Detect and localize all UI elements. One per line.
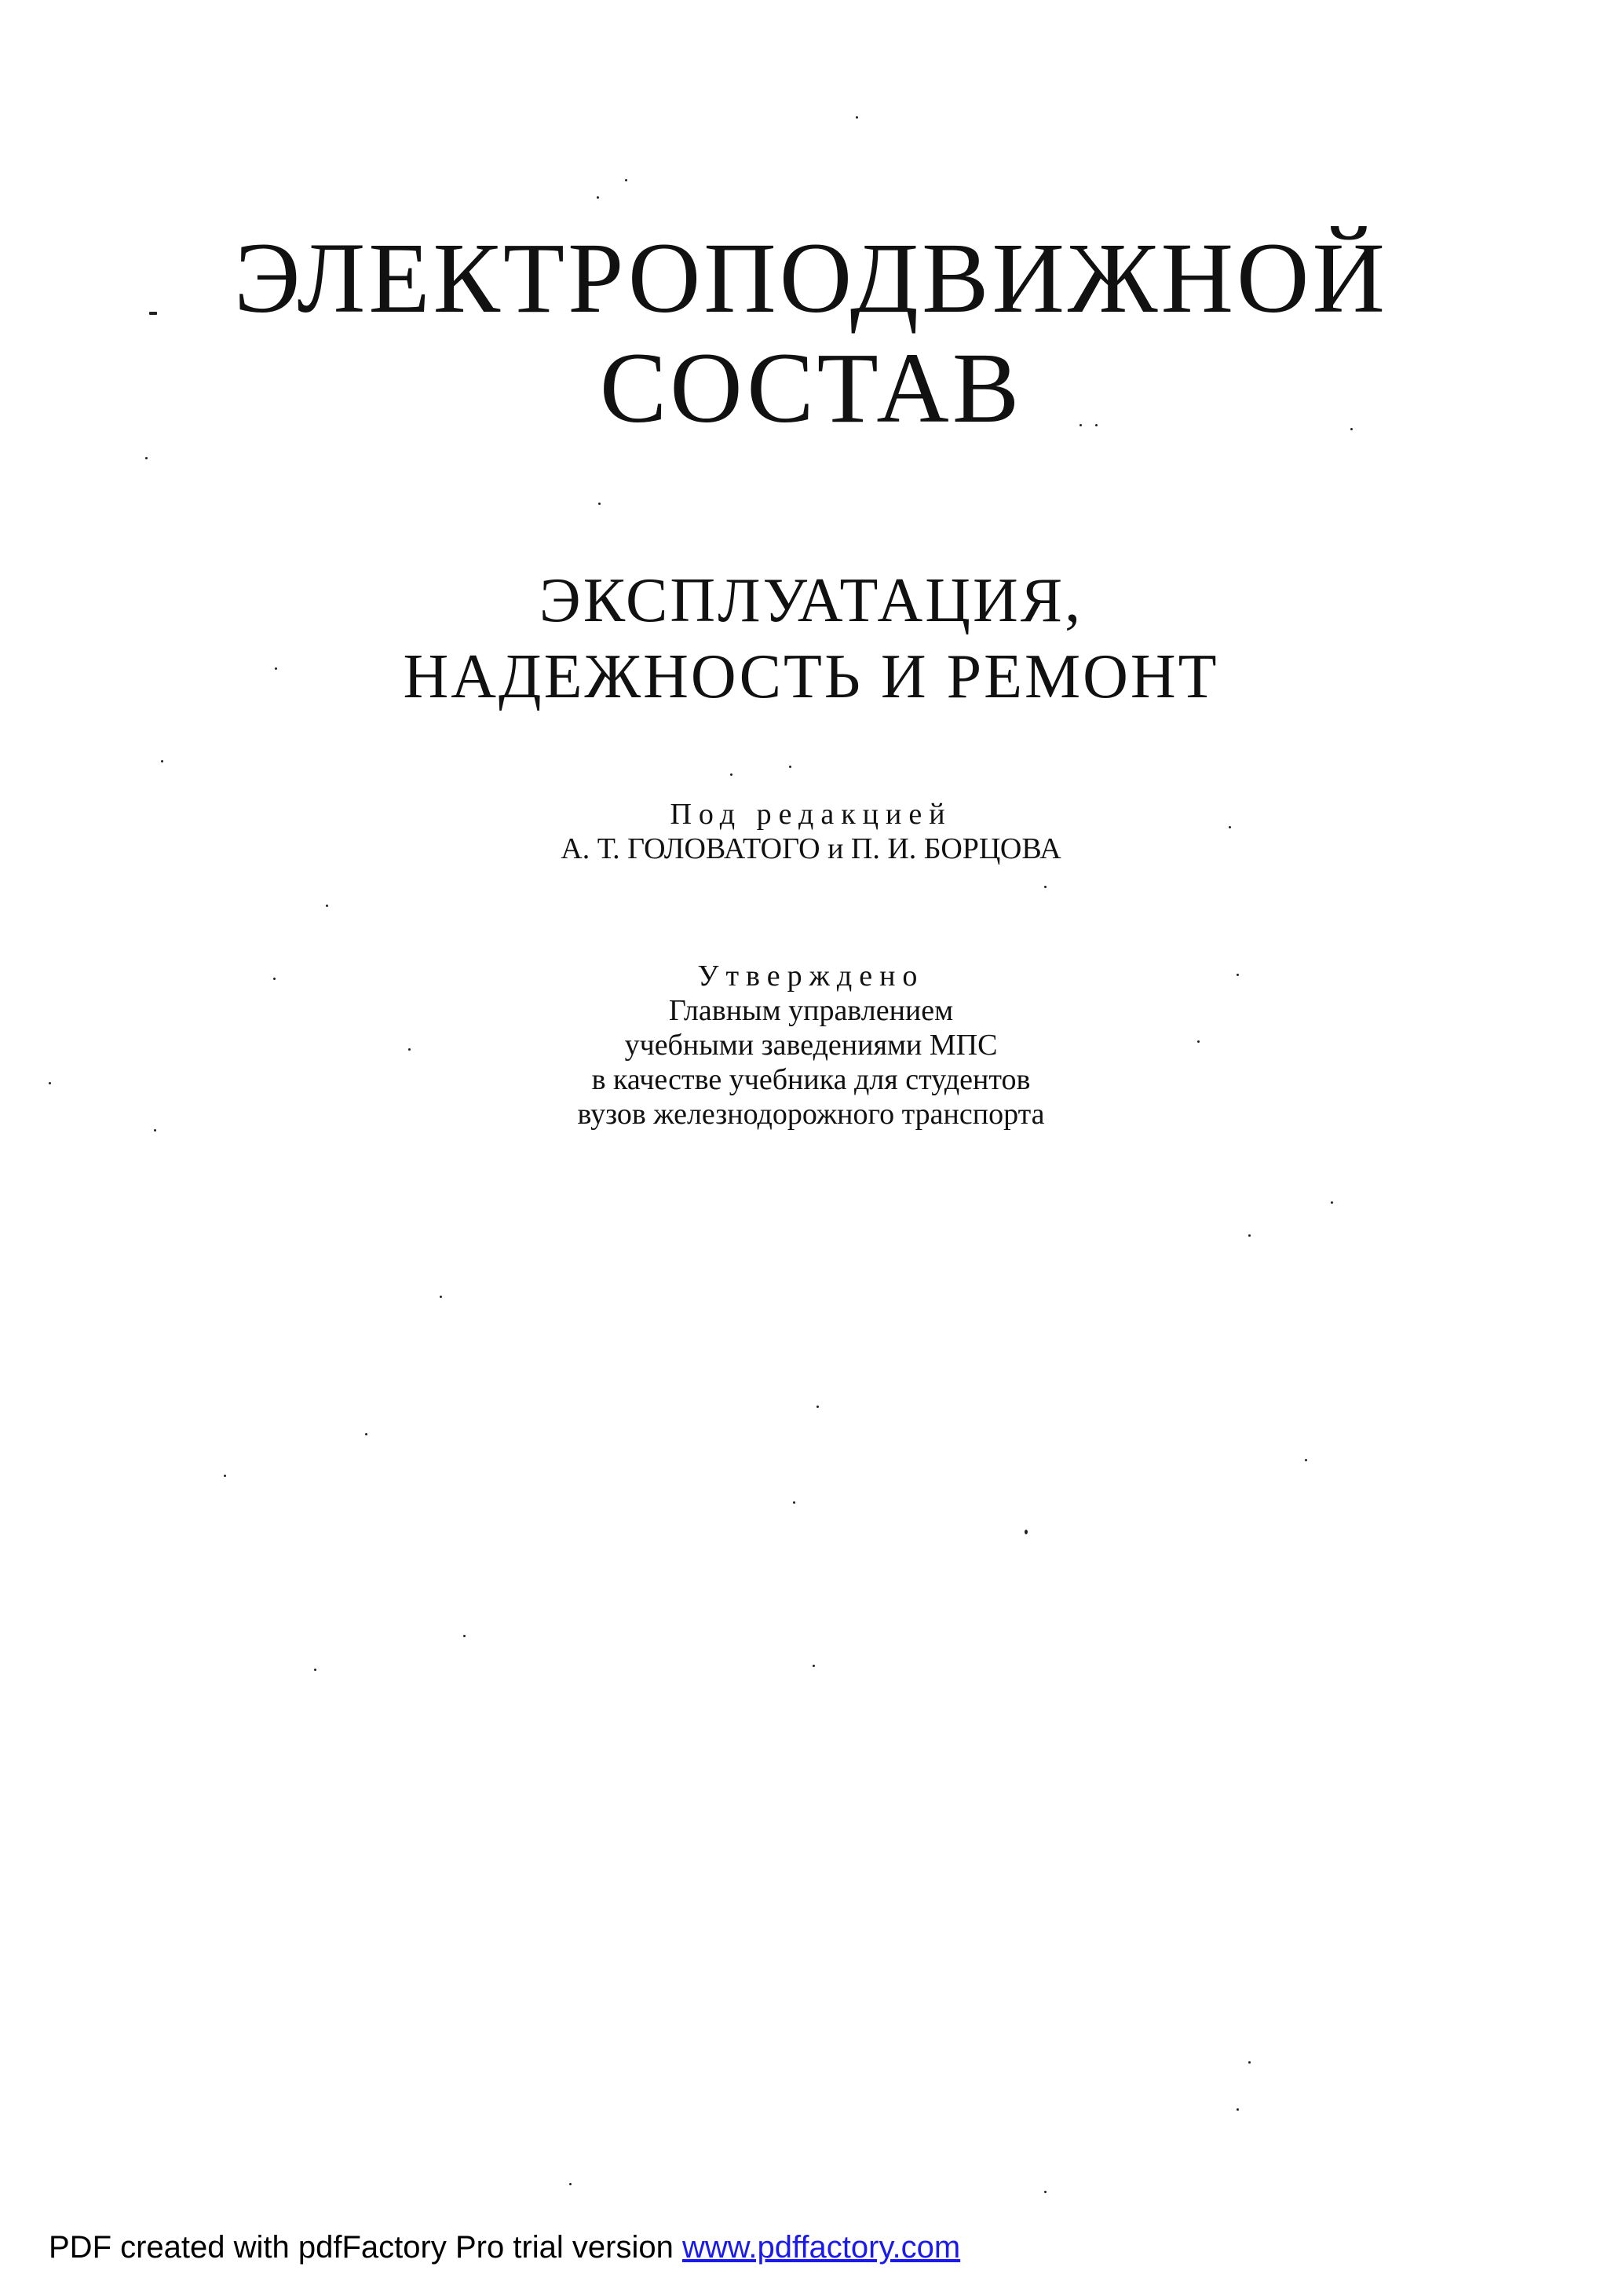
pdf-footer-note bbox=[49, 2230, 960, 2265]
pdf-footer-link[interactable]: www.pdffactory.com bbox=[681, 2230, 961, 2265]
scan-speck bbox=[154, 1129, 156, 1132]
approval-line: Главным управлением bbox=[668, 994, 954, 1027]
scan-speck bbox=[730, 773, 732, 776]
scan-speck bbox=[365, 1433, 367, 1435]
scan-speck bbox=[145, 457, 148, 459]
approval-label: Утверждено bbox=[697, 960, 925, 993]
scan-speck bbox=[1248, 2061, 1251, 2064]
book-subtitle-line-1: ЭКСПЛУАТАЦИЯ, bbox=[539, 566, 1083, 635]
scan-speck bbox=[569, 2183, 572, 2185]
approval-line: в качестве учебника для студентов bbox=[591, 1063, 1031, 1096]
book-subtitle-line-2: НАДЕЖНОСТЬ И РЕМОНТ bbox=[403, 642, 1219, 711]
book-title-line-1: ЭЛЕКТРОПОДВИЖНОЙ bbox=[234, 222, 1388, 334]
scan-speck bbox=[793, 1501, 795, 1504]
scan-speck bbox=[1305, 1459, 1307, 1461]
scan-speck bbox=[314, 1669, 316, 1671]
scan-speck bbox=[440, 1296, 442, 1298]
scan-speck bbox=[1044, 2191, 1047, 2193]
approval-line: вузов железнодорожного транспорта bbox=[577, 1098, 1045, 1131]
scan-speck bbox=[1331, 1201, 1333, 1204]
scan-speck bbox=[856, 116, 858, 119]
scan-speck bbox=[598, 503, 601, 505]
scan-speck bbox=[1080, 424, 1082, 426]
scan-speck bbox=[49, 1082, 51, 1084]
scan-speck bbox=[1248, 1234, 1251, 1237]
scan-speck bbox=[1350, 428, 1353, 430]
scan-speck bbox=[149, 312, 157, 315]
scan-speck bbox=[161, 760, 163, 762]
pdf-footer-text: PDF created with pdfFactory Pro trial version bbox=[49, 2230, 682, 2265]
scan-speck bbox=[1025, 1530, 1028, 1534]
scan-speck bbox=[597, 196, 599, 199]
scan-speck bbox=[275, 667, 277, 670]
scan-speck bbox=[1229, 826, 1231, 828]
scan-speck bbox=[463, 1635, 466, 1637]
editors-names: А. Т. ГОЛОВАТОГО и П. И. БОРЦОВА bbox=[561, 832, 1061, 865]
scan-speck bbox=[1044, 886, 1047, 888]
scan-speck bbox=[816, 1406, 819, 1408]
book-title-line-2: СОСТАВ bbox=[599, 332, 1023, 444]
scan-speck bbox=[625, 179, 627, 181]
scan-speck bbox=[326, 905, 328, 907]
scan-speck bbox=[789, 766, 791, 768]
scan-speck bbox=[813, 1665, 815, 1667]
scan-speck bbox=[1197, 1040, 1200, 1043]
scan-speck bbox=[1237, 2108, 1239, 2111]
scan-speck bbox=[1237, 974, 1239, 976]
approval-line: учебными заведениями МПС bbox=[624, 1029, 998, 1062]
editors-label: Под редакцией bbox=[670, 798, 952, 831]
scan-speck bbox=[224, 1475, 226, 1477]
scan-speck bbox=[273, 978, 276, 980]
scan-speck bbox=[408, 1048, 411, 1051]
scan-speck bbox=[1095, 424, 1098, 426]
